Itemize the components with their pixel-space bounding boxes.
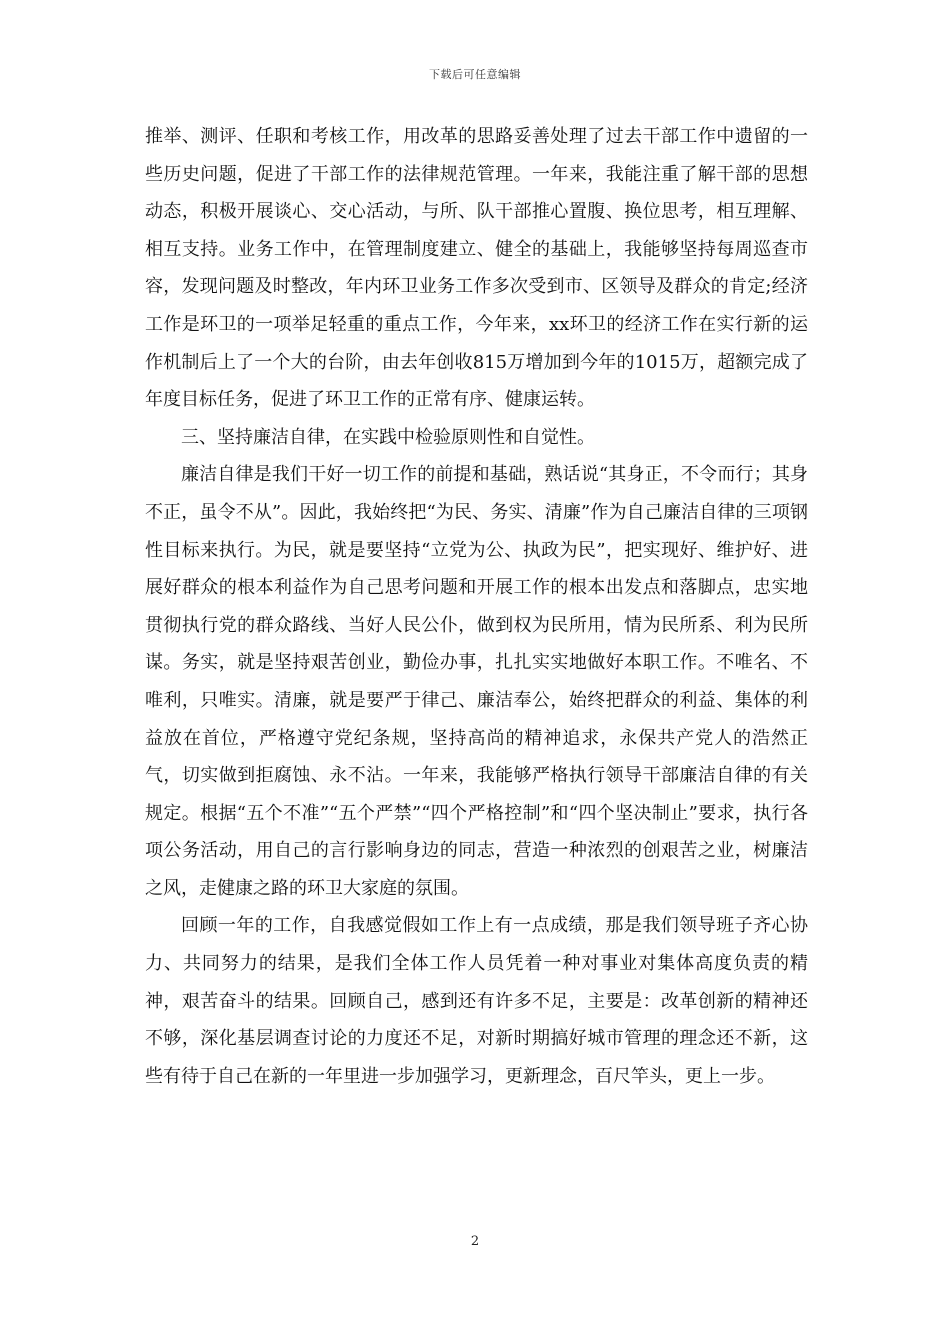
header-note: 下载后可任意编辑 bbox=[429, 68, 521, 81]
document-body bbox=[145, 118, 808, 1095]
section-heading: 三、坚持廉洁自律，在实践中检验原则性和自觉性。 bbox=[181, 426, 595, 448]
paragraph-integrity: 廉洁自律是我们干好一切工作的前提和基础，熟话说“其身正，不令而行；其身不正，虽令不从”。因此，我始终把“为民、务实、清廉”作为自己廉洁自律的三项钢性目标来执行。为民，就是要坚持“立党为公、执政为民”，把实现好、维护好、进展好群众的根本利益作为自己思考问题和开展工作的根本出发点和落脚点，忠实地贯彻执行党的群众路线、当好人民公仆，做到权为民所用，情为民所系、利为民所谋。务实，就是坚持艰苦创业，勤俭办事，扎扎实实地做好本职工作。不唯名、不唯利，只唯实。清廉，就是要严于律己、廉洁奉公，始终把群众的利益、集体的利益放在首位，严格遵守党纪条规，坚持高尚的精神追求，永保共产党人的浩然正气，切实做到拒腐蚀、永不沾。一年来，我能够严格执行领导干部廉洁自律的有关规定。根据“五个不准”“五个严禁”“四个严格控制”和“四个坚决制止”要求，执行各项公务活动，用自己的言行影响身边的同志，营造一种浓烈的创艰苦之业，树廉洁之风，走健康之路的环卫大家庭的氛围。 bbox=[145, 464, 808, 899]
page-number: 2 bbox=[470, 1234, 480, 1249]
paragraph-continued: 推举、测评、任职和考核工作，用改革的思路妥善处理了过去干部工作中遗留的一些历史问题，促进了干部工作的法律规范管理。一年来，我能注重了解干部的思想动态，积极开展谈心、交心活动，与所、队干部推心置腹、换位思考，相互理解、相互支持。业务工作中，在管理制度建立、健全的基础上，我能够坚持每周巡查市容，发现问题及时整改，年内环卫业务工作多次受到市、区领导及群众的肯定;经济工作是环卫的一项举足轻重的重点工作，今年来，xx环卫的经济工作在实行新的运作机制后上了一个大的台阶，由去年创收815万增加到今年的1015万，超额完成了年度目标任务，促进了环卫工作的正常有序、健康运转。 bbox=[145, 126, 808, 411]
paragraph-review: 回顾一年的工作，自我感觉假如工作上有一点成绩，那是我们领导班子齐心协力、共同努力的结果，是我们全体工作人员凭着一种对事业对集体高度负责的精神，艰苦奋斗的结果。回顾自己，感到还有许多不足，主要是：改革创新的精神还不够，深化基层调查讨论的力度还不足，对新时期搞好城市管理的理念还不新，这些有待于自己在新的一年里进一步加强学习，更新理念，百尺竿头，更上一步。 bbox=[145, 915, 808, 1087]
